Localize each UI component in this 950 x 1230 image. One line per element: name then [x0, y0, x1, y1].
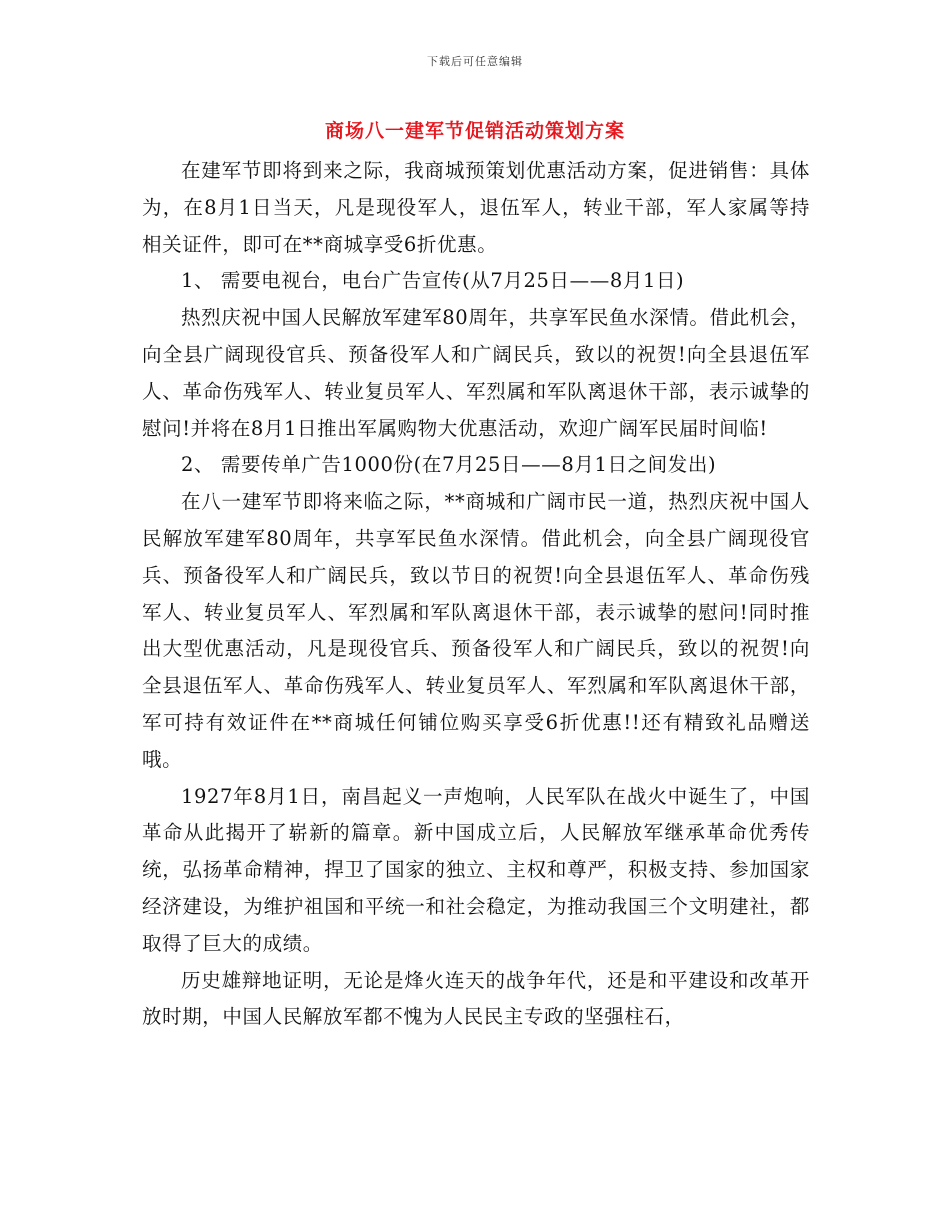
paragraph-history: 1927年8月1日，南昌起义一声炮响，人民军队在战火中诞生了，中国革命从此揭开了崭新的篇章。新中国成立后，人民解放军继承革命优秀传统，弘扬革命精神，捍卫了国家的独立、主权和尊严，积极支持、参加国家经济建设，为维护祖国和平统一和社会稳定，为推动我国三个文明建社，都取得了巨大的成绩。	[142, 784, 810, 955]
page-header-note: 下载后可任意编辑	[427, 55, 523, 68]
paragraph-history-continued: 历史雄辩地证明，无论是烽火连天的战争年代，还是和平建设和改革开放时期，中国人民解放军都不愧为人民民主专政的坚强柱石，	[142, 968, 810, 1029]
paragraph-item-2-heading: 2、 需要传单广告1000份(在7月25日——8月1日之间发出)	[181, 453, 717, 477]
paragraph-flyer-copy: 在八一建军节即将来临之际，**商城和广阔市民一道，热烈庆祝中国人民解放军建军80周年，共享军民鱼水深情。借此机会，向全县广阔现役官兵、预备役军人和广阔民兵，致以节日的祝贺!向全县退伍军人、革命伤残军人、转业复员军人、军烈属和军队离退休干部，表示诚挚的慰问!同时推出大型优惠活动，凡是现役官兵、预备役军人和广阔民兵，致以的祝贺!向全县退伍军人、革命伤残军人、转业复员军人、军烈属和军队离退休干部，军可持有效证件在**商城任何铺位购买享受6折优惠!!还有精致礼品赠送哦。	[142, 490, 810, 771]
paragraph-broadcast-copy: 热烈庆祝中国人民解放军建军80周年，共享军民鱼水深情。借此机会，向全县广阔现役官兵、预备役军人和广阔民兵，致以的祝贺!向全县退伍军人、革命伤残军人、转业复员军人、军烈属和军队离退休干部，表示诚挚的慰问!并将在8月1日推出军属购物大优惠活动，欢迎广阔军民届时间临!	[142, 306, 811, 440]
document-title: 商场八一建军节促销活动策划方案	[324, 120, 625, 142]
paragraph-item-1-heading: 1、 需要电视台，电台广告宣传(从7月25日——8月1日)	[181, 269, 685, 293]
paragraph-intro: 在建军节即将到来之际，我商城预策划优惠活动方案，促进销售：具体为，在8月1日当天，凡是现役军人，退伍军人，转业干部，军人家属等持相关证件，即可在**商城享受6折优惠。	[142, 159, 810, 256]
document-body	[142, 153, 810, 1036]
